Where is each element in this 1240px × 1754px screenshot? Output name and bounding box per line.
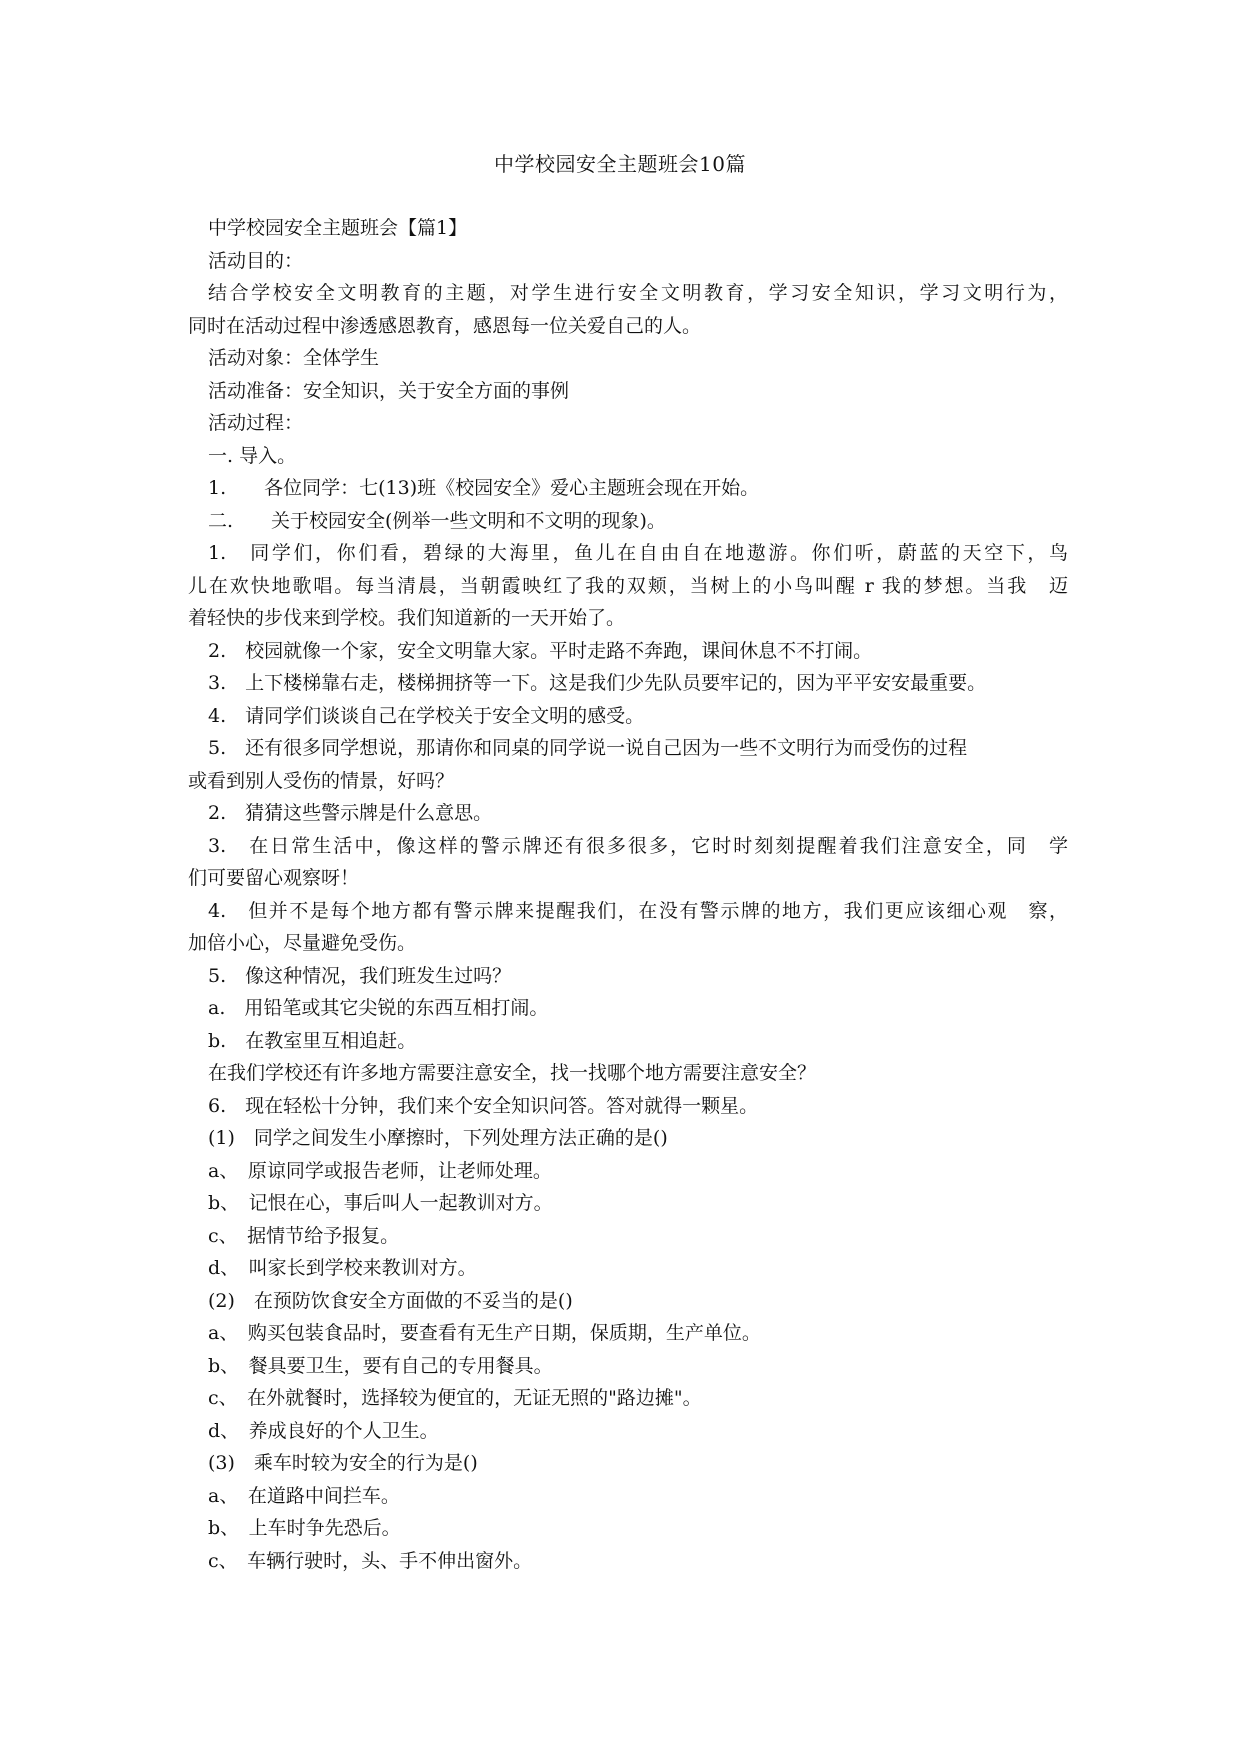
text-line: 活动目的： (208, 249, 304, 272)
document-body (188, 212, 1068, 1577)
text-line: 活动对象：全体学生 (208, 347, 380, 369)
text-line: b、 记恨在心，事后叫人一起教训对方。 (208, 1192, 553, 1214)
text-line: c、 据情节给予报复。 (208, 1224, 400, 1247)
text-line: 活动过程： (208, 412, 304, 434)
text-line: a. 用铅笔或其它尖锐的东西互相打闹。 (208, 997, 549, 1019)
text-line: 5. 像这种情况，我们班发生过吗？ (208, 964, 512, 987)
text-line: 活动准备：安全知识，关于安全方面的事例 (208, 379, 570, 402)
text-line: c、 在外就餐时，选择较为便宜的，无证无照的"路边摊"。 (208, 1387, 702, 1409)
text-line: (1) 同学之间发生小摩擦时，下列处理方法正确的是() (208, 1127, 668, 1149)
text-line: 同时在活动过程中渗透感恩教育，感恩每一位关爱自己的人。 (188, 314, 702, 337)
text-line: 1. 同学们，你们看，碧绿的大海里，鱼儿在自由自在地遨游。你们听，蔚蓝的天空下，鸟 (208, 542, 1068, 564)
text-line: d、 养成良好的个人卫生。 (208, 1419, 439, 1442)
text-line: a、 购买包装食品时，要查看有无生产日期，保质期，生产单位。 (208, 1322, 761, 1344)
text-line: 4. 请同学们谈谈自己在学校关于安全文明的感受。 (208, 704, 645, 727)
text-line: 4. 但并不是每个地方都有警示牌来提醒我们，在没有警示牌的地方，我们更应该细心观 察， (208, 899, 1068, 922)
text-line: 2. 猜猜这些警示牌是什么意思。 (208, 802, 493, 824)
text-line: b、 上车时争先恐后。 (208, 1517, 401, 1539)
text-line: 3. 上下楼梯靠右走，楼梯拥挤等一下。这是我们少先队员要牢记的，因为平平安安最重要。 (208, 672, 987, 694)
text-line: 二. 关于校园安全(例举一些文明和不文明的现象)。 (208, 509, 666, 532)
text-line: 一. 导入。 (208, 444, 297, 467)
text-line: 加倍小心，尽量避免受伤。 (188, 932, 417, 954)
text-line: b. 在教室里互相追赶。 (208, 1029, 417, 1052)
text-line: 6. 现在轻松十分钟，我们来个安全知识问答。答对就得一颗星。 (208, 1094, 759, 1117)
text-line: d、 叫家长到学校来教训对方。 (208, 1257, 477, 1279)
text-line: 在我们学校还有许多地方需要注意安全，找一找哪个地方需要注意安全？ (208, 1062, 817, 1084)
text-line: 5. 还有很多同学想说，那请你和同桌的同学说一说自己因为一些不文明行为而受伤的过程 (208, 737, 968, 759)
text-line: (2) 在预防饮食安全方面做的不妥当的是() (208, 1289, 573, 1312)
text-line: 1. 各位同学：七(13)班《校园安全》爱心主题班会现在开始。 (208, 477, 760, 499)
text-line: 着轻快的步伐来到学校。我们知道新的一天开始了。 (188, 607, 626, 629)
text-line: 儿在欢快地歌唱。每当清晨，当朝霞映红了我的双颊，当树上的小鸟叫醒 r 我的梦想。当我 迈 (188, 574, 1068, 597)
text-line: 2. 校园就像一个家，安全文明靠大家。平时走路不奔跑，课间休息不不打闹。 (208, 639, 873, 662)
text-line: b、 餐具要卫生，要有自己的专用餐具。 (208, 1354, 553, 1377)
text-line: 3. 在日常生活中，像这样的警示牌还有很多很多，它时时刻刻提醒着我们注意安全，同 学 (208, 834, 1068, 857)
text-line: (3) 乘车时较为安全的行为是() (208, 1452, 478, 1474)
text-line: 中学校园安全主题班会【篇1】 (208, 217, 468, 239)
text-line: 们可要留心观察呀！ (188, 867, 360, 889)
text-line: a、 原谅同学或报告老师，让老师处理。 (208, 1159, 552, 1182)
text-line: 结合学校安全文明教育的主题，对学生进行安全文明教育，学习安全知识，学习文明行为， (208, 282, 1068, 304)
text-line: 或看到别人受伤的情景，好吗？ (188, 769, 455, 792)
document-title: 中学校园安全主题班会10篇 (494, 152, 746, 176)
text-line: a、 在道路中间拦车。 (208, 1484, 400, 1507)
text-line: c、 车辆行驶时，头、手不伸出窗外。 (208, 1549, 533, 1572)
